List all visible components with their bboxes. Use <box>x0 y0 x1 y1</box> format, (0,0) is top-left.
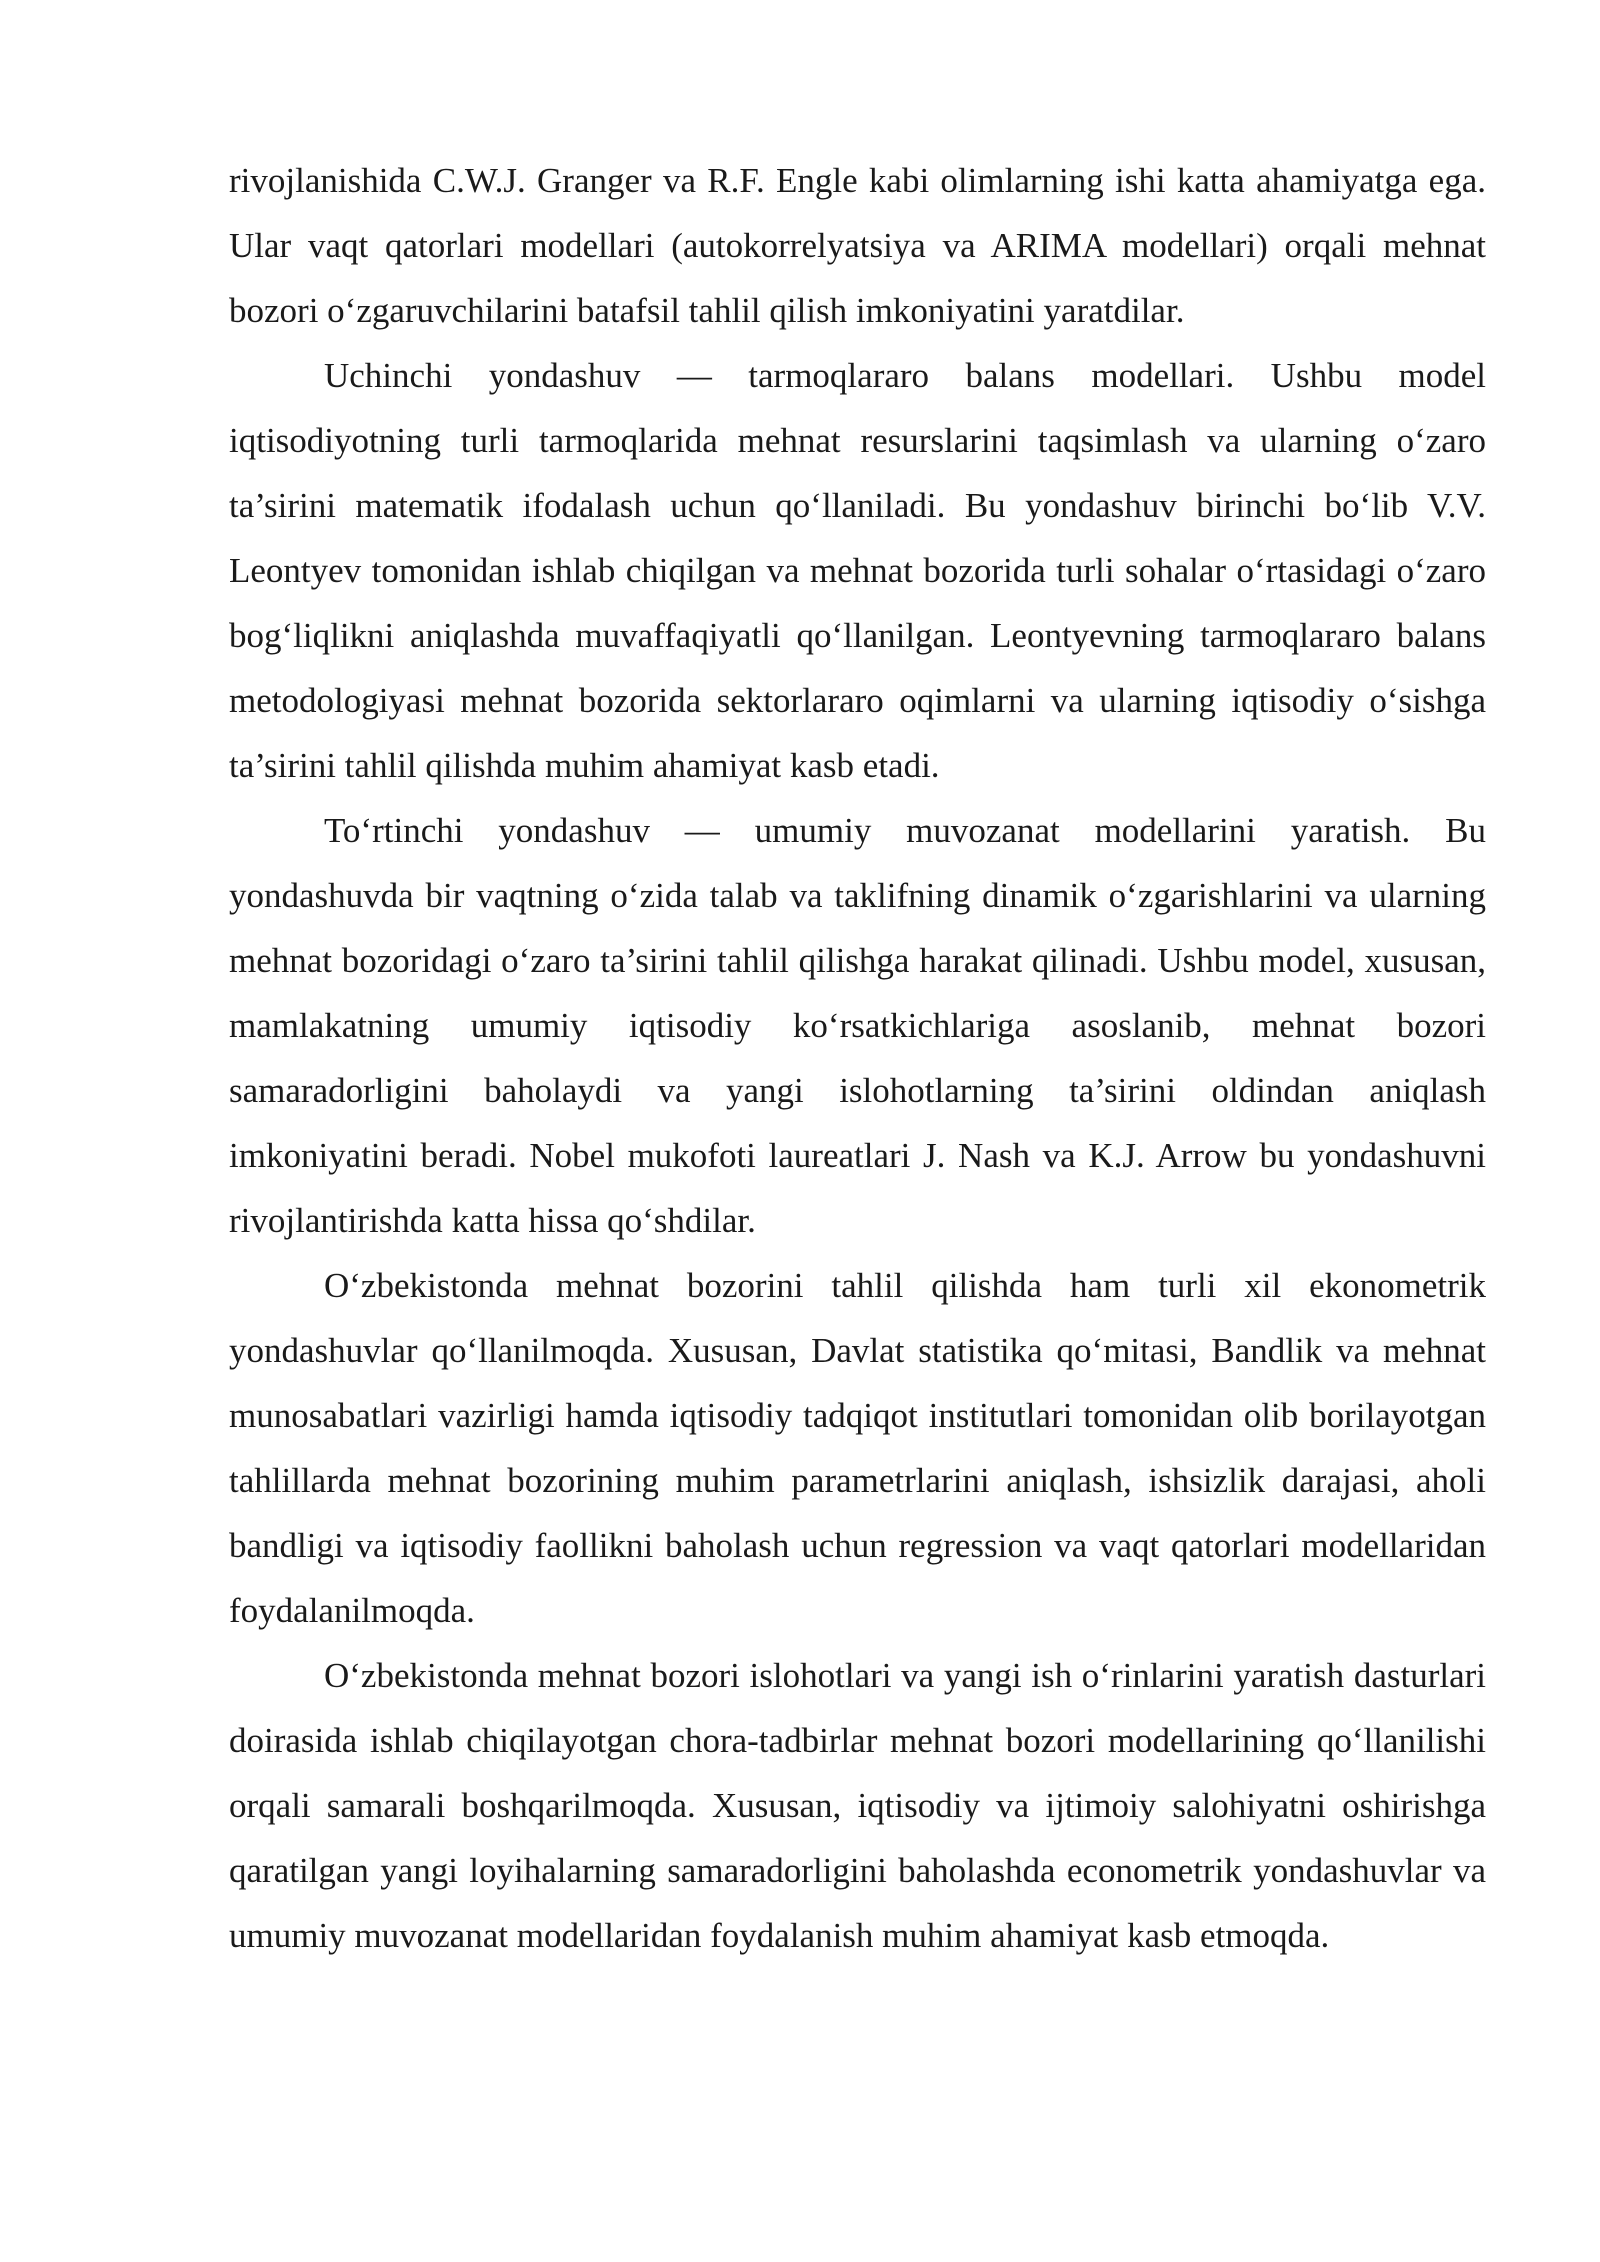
paragraph-third-approach: Uchinchi yondashuv — tarmoqlararo balans modellari. Ushbu model iqtisodiyotning turli tarmoqlarida mehnat resurslarini taqsimlash va ularning o‘zaro ta’sirini matematik ifodalash uchun qo‘llaniladi. Bu yondashuv birinchi bo‘lib V.V. Leontyev tomonidan ishlab chiqilgan va mehnat bozorida turli sohalar o‘rtasidagi o‘zaro bog‘liqlikni aniqlashda muvaffaqiyatli qo‘llanilgan. Leontyevning tarmoqlararo balans metodologiyasi mehnat bozorida sektorlararo oqimlarni va ularning iqtisodiy o‘sishga ta’sirini tahlil qilishda muhim ahamiyat kasb etadi. <box>229 356 1486 785</box>
paragraph-uzbekistan-reforms: O‘zbekistonda mehnat bozori islohotlari va yangi ish o‘rinlarini yaratish dasturlari doirasida ishlab chiqilayotgan chora-tadbirlar mehnat bozori modellarining qo‘llanilishi orqali samarali boshqarilmoqda. Xususan, iqtisodiy va ijtimoiy salohiyatni oshirishga qaratilgan yangi loyihalarning samaradorligini baholashda econometrik yondashuvlar va umumiy muvozanat modellaridan foydalanish muhim ahamiyat kasb etmoqda. <box>229 1656 1486 1955</box>
paragraph-fourth-approach: To‘rtinchi yondashuv — umumiy muvozanat modellarini yaratish. Bu yondashuvda bir vaqtning o‘zida talab va taklifning dinamik o‘zgarishlarini va ularning mehnat bozoridagi o‘zaro ta’sirini tahlil qilishga harakat qilinadi. Ushbu model, xususan, mamlakatning umumiy iqtisodiy ko‘rsatkichlariga asoslanib, mehnat bozori samaradorligini baholaydi va yangi islohotlarning ta’sirini oldindan aniqlash imkoniyatini beradi. Nobel mukofoti laureatlari J. Nash va K.J. Arrow bu yondashuvni rivojlantirishda katta hissa qo‘shdilar. <box>229 811 1486 1240</box>
document-body <box>229 148 1486 1968</box>
paragraph-uzbekistan-analysis: O‘zbekistonda mehnat bozorini tahlil qilishda ham turli xil ekonometrik yondashuvlar qo‘llanilmoqda. Xususan, Davlat statistika qo‘mitasi, Bandlik va mehnat munosabatlari vazirligi hamda iqtisodiy tadqiqot institutlari tomonidan olib borilayotgan tahlillarda mehnat bozorining muhim parametrlarini aniqlash, ishsizlik darajasi, aholi bandligi va iqtisodiy faollikni baholash uchun regression va vaqt qatorlari modellaridan foydalanilmoqda. <box>229 1266 1486 1630</box>
paragraph-continued: rivojlanishida C.W.J. Granger va R.F. Engle kabi olimlarning ishi katta ahamiyatga ega. Ular vaqt qatorlari modellari (autokorrelyatsiya va ARIMA modellari) orqali mehnat bozori o‘zgaruvchilarini batafsil tahlil qilish imkoniyatini yaratdilar. <box>229 161 1486 330</box>
